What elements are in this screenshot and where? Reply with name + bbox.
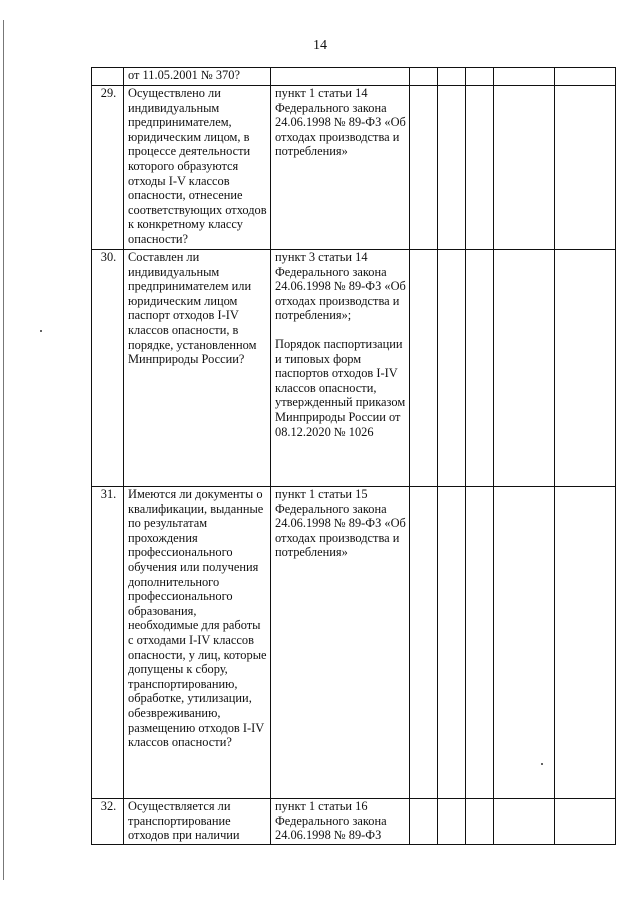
answer-yes-cell — [410, 250, 438, 487]
note-cell — [494, 487, 555, 799]
row-number: 32. — [92, 799, 124, 845]
answer-no-cell — [438, 68, 466, 86]
answer-na-cell — [466, 487, 494, 799]
note-cell — [494, 86, 555, 250]
legal-reference — [271, 68, 410, 86]
requirement-question: от 11.05.2001 № 370? — [124, 68, 271, 86]
table-row — [92, 487, 616, 799]
legal-reference — [271, 250, 410, 487]
requirement-question: Составлен ли индивидуальным предпринимателем или юридическим лицом паспорт отходов I-IV классов опасности, в порядке, установленном Минприроды России? — [124, 250, 271, 487]
requirement-question: Осуществляется ли транспортирование отходов при наличии — [124, 799, 271, 845]
note-cell — [494, 250, 555, 487]
answer-na-cell — [466, 86, 494, 250]
note-cell — [494, 799, 555, 845]
row-number: 31. — [92, 487, 124, 799]
scan-speck — [40, 330, 42, 332]
answer-na-cell — [466, 68, 494, 86]
row-number: 29. — [92, 86, 124, 250]
checklist-table — [91, 67, 616, 845]
answer-no-cell — [438, 487, 466, 799]
comment-cell — [555, 250, 616, 487]
row-number — [92, 68, 124, 86]
answer-yes-cell — [410, 86, 438, 250]
legal-reference — [271, 487, 410, 799]
comment-cell — [555, 86, 616, 250]
answer-no-cell — [438, 799, 466, 845]
legal-reference-text: пункт 1 статьи 16 Федерального закона 24.06.1998 № 89-ФЗ — [275, 799, 387, 843]
table-row — [92, 86, 616, 250]
legal-reference — [271, 799, 410, 845]
scan-edge-line — [3, 20, 4, 880]
requirement-question: Осуществлено ли индивидуальным предпринимателем, юридическим лицом, в процессе деятельности которого образуются отходы I-V классов опасности, отнесение соответствующих отходов к конкретному классу опасности? — [124, 86, 271, 250]
legal-reference-text: пункт 1 статьи 15 Федерального закона 24.06.1998 № 89-ФЗ «Об отходах производства и потребления» — [275, 487, 406, 560]
legal-reference — [271, 86, 410, 250]
row-number: 30. — [92, 250, 124, 487]
legal-reference-text: пункт 1 статьи 14 Федерального закона 24.06.1998 № 89-ФЗ «Об отходах производства и потребления» — [275, 86, 406, 159]
answer-no-cell — [438, 86, 466, 250]
table-row — [92, 799, 616, 845]
answer-na-cell — [466, 250, 494, 487]
page-number: 14 — [313, 38, 327, 53]
comment-cell — [555, 68, 616, 86]
answer-yes-cell — [410, 487, 438, 799]
comment-cell — [555, 799, 616, 845]
requirement-question: Имеются ли документы о квалификации, выданные по результатам прохождения профессионального обучения или получения дополнительного профессионального образования, необходимые для работы с отходами I-IV классов опасности, у лиц, которые допущены к сбору, транспортированию, обработке, утилизации, обезвреживанию, размещению отходов I-IV классов опасности? — [124, 487, 271, 799]
table-row — [92, 68, 616, 86]
answer-no-cell — [438, 250, 466, 487]
answer-yes-cell — [410, 68, 438, 86]
answer-na-cell — [466, 799, 494, 845]
legal-reference-text: пункт 3 статьи 14 Федерального закона 24.06.1998 № 89-ФЗ «Об отходах производства и потребления»; — [275, 250, 406, 323]
legal-reference-text: Порядок паспортизации и типовых форм паспортов отходов I-IV классов опасности, утвержденный приказом Минприроды России от 08.12.2020 № 1026 — [275, 336, 406, 439]
answer-yes-cell — [410, 799, 438, 845]
note-cell — [494, 68, 555, 86]
table-row — [92, 250, 616, 487]
comment-cell — [555, 487, 616, 799]
